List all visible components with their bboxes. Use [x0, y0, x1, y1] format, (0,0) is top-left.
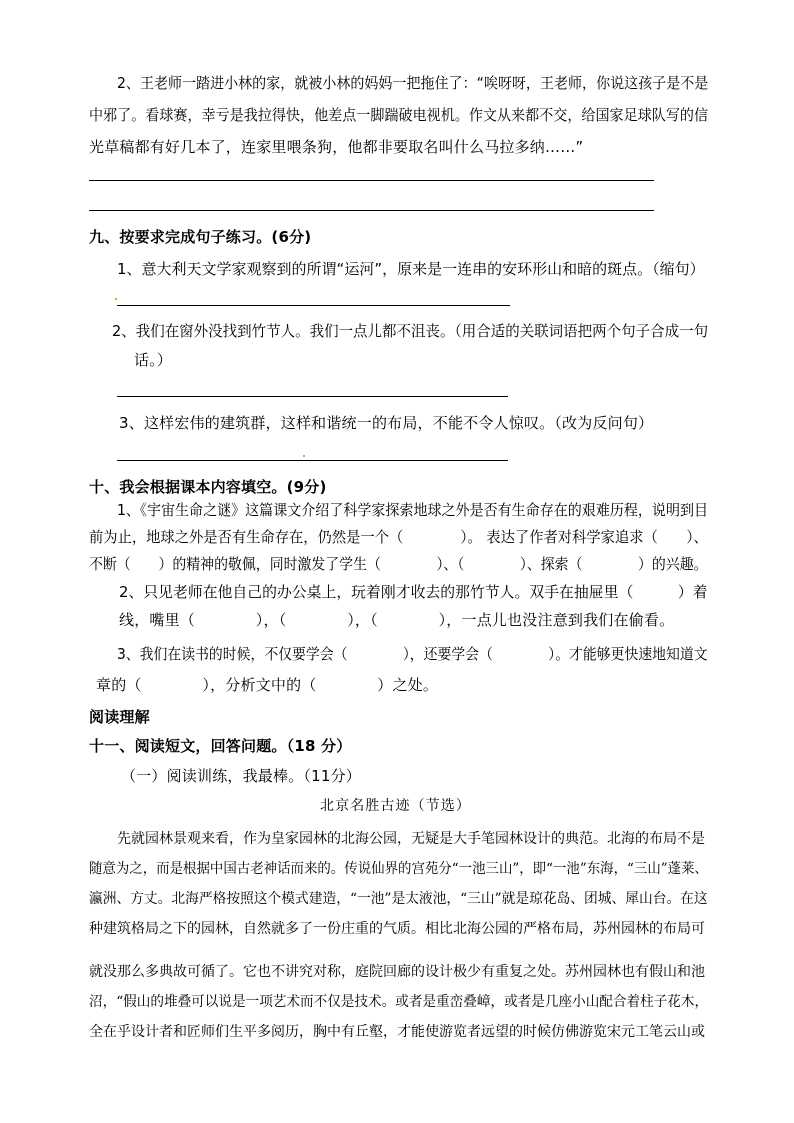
- passage-line: 光草稿都有好几本了，连家里喂条狗，他都非要取名叫什么马拉多纳……”: [89, 138, 584, 156]
- question-9-2-cont: 话。）: [134, 351, 173, 369]
- article-line: 沼，“假山的堆叠可以说是一项艺术而不仅是技术。或者是重峦叠嶂，或者是几座小山配合着柱子花木，: [89, 994, 709, 1010]
- article-line: 随意为之，而是根据中国古老神话而来的。传说仙界的宫苑分“一池三山”，即“一池”东海，“三山”蓬莱、: [89, 861, 708, 877]
- answer-line[interactable]: [89, 180, 654, 181]
- section-10-heading: 十、我会根据课本内容填空。(9分): [89, 478, 327, 496]
- question-9-3: 3、这样宏伟的建筑群，这样和谐统一的布局，不能不令人惊叹。（改为反问句）: [119, 414, 654, 432]
- question-10-3: 3、我们在读书的时候，不仅要学会（ ），还要学会（ ）。才能够更快速地知道文: [117, 645, 708, 663]
- answer-line[interactable]: [117, 460, 508, 461]
- answer-line[interactable]: [117, 305, 510, 306]
- question-10-1: 1、《宇宙生命之谜》这篇课文介绍了科学家探索地球之外是否有生命存在的艰难历程，说明到目: [117, 501, 709, 519]
- passage-line: 中邪了。看球赛，幸亏是我拉得快，他差点一脚踹破电视机。作文从来都不交，给国家足球队写的信: [89, 106, 709, 124]
- question-10-3-cont: 章的（ ），分析文中的（ ）之处。: [96, 676, 439, 694]
- section-11-heading: 十一、阅读短文，回答问题。（18 分）: [89, 737, 352, 755]
- scan-speck: [115, 298, 117, 300]
- article-line: 种建筑格局之下的园林，自然就多了一份庄重的气质。相比北海公园的严格布局，苏州园林的布局可: [89, 921, 705, 937]
- article-title: 北京名胜古迹（节选）: [320, 798, 471, 814]
- question-10-1-cont: 不断（ ）的精神的敬佩，同时激发了学生（ ）、（ ）、探索（ ）的兴趣。: [89, 555, 708, 573]
- article-line: 就没那么多典故可循了。它也不讲究对称，庭院回廊的设计极少有重复之处。苏州园林也有假山和池: [89, 964, 705, 980]
- passage-line: 2、王老师一踏进小林的家，就被小林的妈妈一把拖住了：“唉呀呀，王老师，你说这孩子是不是: [117, 74, 709, 92]
- article-line: 先就园林景观来看，作为皇家园林的北海公园，无疑是大手笔园林设计的典范。北海的布局不是: [117, 831, 705, 847]
- article-line: 瀛洲、方丈。北海严格按照这个模式建造，“一池”是太液池，“三山”就是琼花岛、团城、犀山台。在这: [89, 891, 708, 907]
- article-line: 全在乎设计者和匠师们生平多阅历，胸中有丘壑，才能使游览者远望的时候仿佛游览宋元工笔云山或: [89, 1024, 705, 1040]
- question-10-2-cont: 线，嘴里（ ），（ ），（ ），一点儿也没注意到我们在偷看。: [119, 611, 675, 629]
- scan-speck: [303, 455, 305, 457]
- reading-label: 阅读理解: [89, 708, 150, 726]
- answer-line[interactable]: [89, 210, 654, 211]
- question-10-1-cont: 前为止，地球之外是否有生命存在，仍然是一个（ ）。 表达了作者对科学家追求（ ）、: [89, 528, 708, 546]
- sub-heading: （一）阅读训练，我最棒。（11分）: [121, 767, 361, 785]
- answer-line[interactable]: [117, 396, 508, 397]
- question-9-1: 1、意大利天文学家观察到的所谓“运河”，原来是一连串的安环形山和暗的斑点。（缩句）: [117, 260, 705, 278]
- question-9-2: 2、我们在窗外没找到竹节人。我们一点儿都不沮丧。（用合适的关联词语把两个句子合成一句: [112, 322, 709, 340]
- question-10-2: 2、只见老师在他自己的办公桌上，玩着刚才收去的那竹节人。双手在抽屉里（ ）着: [119, 583, 708, 601]
- section-9-heading: 九、按要求完成句子练习。(6分): [89, 228, 312, 246]
